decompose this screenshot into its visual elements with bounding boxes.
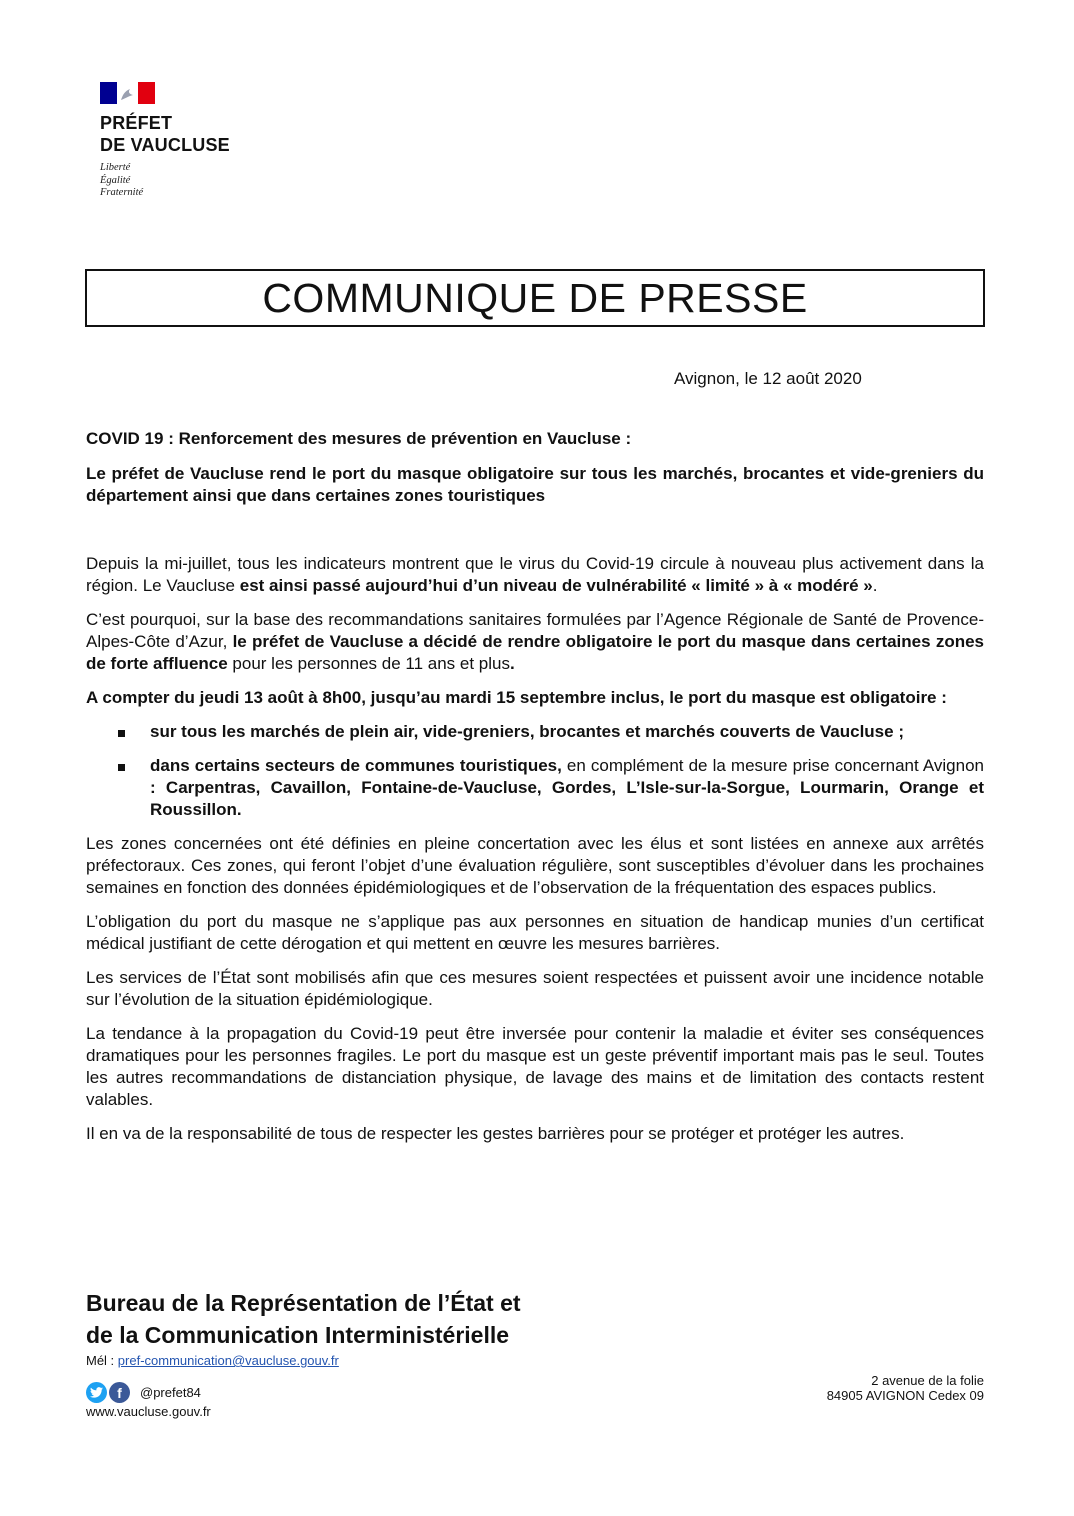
mandate-list bbox=[86, 721, 984, 821]
paragraph-context: Depuis la mi-juillet, tous les indicateurs montrent que le virus du Covid-19 circule à nouveau plus activement dans la région. Le Vaucluse est ainsi passé aujourd’hui d’un niveau de vulnérabilité « limité » à « modéré ». bbox=[86, 554, 984, 595]
paragraph-responsibility: Il en va de la responsabilité de tous de respecter les gestes barrières pour se protéger et protéger les autres. bbox=[86, 1124, 905, 1143]
date-line: Avignon, le 12 août 2020 bbox=[674, 369, 862, 388]
email-label: Mél : bbox=[86, 1353, 118, 1368]
paragraph-exemption: L’obligation du port du masque ne s’applique pas aux personnes en situation de handicap munies d’un certificat médical justifiant de cette dérogation et qui mettent en œuvre les mesures barrières. bbox=[86, 912, 984, 953]
social-links bbox=[86, 1382, 201, 1403]
subtitle-covid: COVID 19 : Renforcement des mesures de prévention en Vaucluse : bbox=[86, 429, 632, 448]
paragraph-decision: C’est pourquoi, sur la base des recommandations sanitaires formulées par l’Agence Régionale de Santé de Provence-Alpes-Côte d’Azur, le préfet de Vaucluse a décidé de rendre obligatoire le port du masque dans certaines zones de forte affluence pour les personnes de 11 ans et plus. bbox=[86, 610, 985, 673]
press-body bbox=[86, 428, 984, 1157]
email-line bbox=[86, 1353, 339, 1368]
republic-motto: Liberté Égalité Fraternité bbox=[100, 162, 144, 198]
twitter-icon[interactable] bbox=[86, 1382, 107, 1403]
social-handle[interactable]: @prefet84 bbox=[140, 1385, 201, 1400]
marianne-flag-icon bbox=[100, 82, 155, 104]
bureau-signature: Bureau de la Représentation de l’État et de la Communication Interministérielle bbox=[86, 1290, 521, 1348]
facebook-icon[interactable]: f bbox=[109, 1382, 130, 1403]
bullet-square-icon bbox=[118, 764, 125, 771]
list-item: sur tous les marchés de plein air, vide-greniers, brocantes et marchés couverts de Vaucluse ; bbox=[86, 721, 984, 743]
page-title: COMMUNIQUE DE PRESSE bbox=[262, 274, 808, 321]
bullet-square-icon bbox=[118, 730, 125, 737]
postal-address: 2 avenue de la folie 84905 AVIGNON Cedex 09 bbox=[826, 1373, 984, 1403]
email-link[interactable]: pref-communication@vaucluse.gouv.fr bbox=[117, 1353, 339, 1368]
subtitle-mask-mandate: Le préfet de Vaucluse rend le port du masque obligatoire sur tous les marchés, brocantes et vide-greniers du département ainsi que dans certaines zones touristiques bbox=[86, 464, 984, 505]
paragraph-services: Les services de l’État sont mobilisés afin que ces mesures soient respectées et puissent avoir une incidence notable sur l’évolution de la situation épidémiologique. bbox=[86, 968, 984, 1009]
list-item: dans certains secteurs de communes touristiques, en complément de la mesure prise concernant Avignon : Carpentras, Cavaillon, Fontaine-de-Vaucluse, Gordes, L’Isle-sur-la-Sorgue, Lourmarin, Orange et Roussillon. bbox=[86, 755, 984, 821]
paragraph-trend: La tendance à la propagation du Covid-19 peut être inversée pour contenir la maladie et éviter ses conséquences dramatiques pour les personnes fragiles. Le port du masque est un geste préventif important mais pas le seul. Toutes les autres recommandations de distanciation physique, de lavage des mains et de limitation des contacts restent valables. bbox=[86, 1024, 984, 1109]
prefet-name: PRÉFET DE VAUCLUSE bbox=[100, 113, 230, 155]
prefet-logo bbox=[100, 82, 280, 200]
title-box bbox=[85, 269, 985, 327]
paragraph-dates: A compter du jeudi 13 août à 8h00, jusqu’au mardi 15 septembre inclus, le port du masque est obligatoire : bbox=[86, 688, 947, 707]
website-link[interactable]: www.vaucluse.gouv.fr bbox=[86, 1404, 211, 1419]
paragraph-zones: Les zones concernées ont été définies en pleine concertation avec les élus et sont listées en annexe aux arrêtés préfectoraux. Ces zones, qui feront l’objet d’une évaluation régulière, sont susceptibles d’évoluer dans les prochaines semaines en fonction des données épidémiologiques et de l’observation de la fréquentation des espaces publics. bbox=[86, 834, 984, 897]
